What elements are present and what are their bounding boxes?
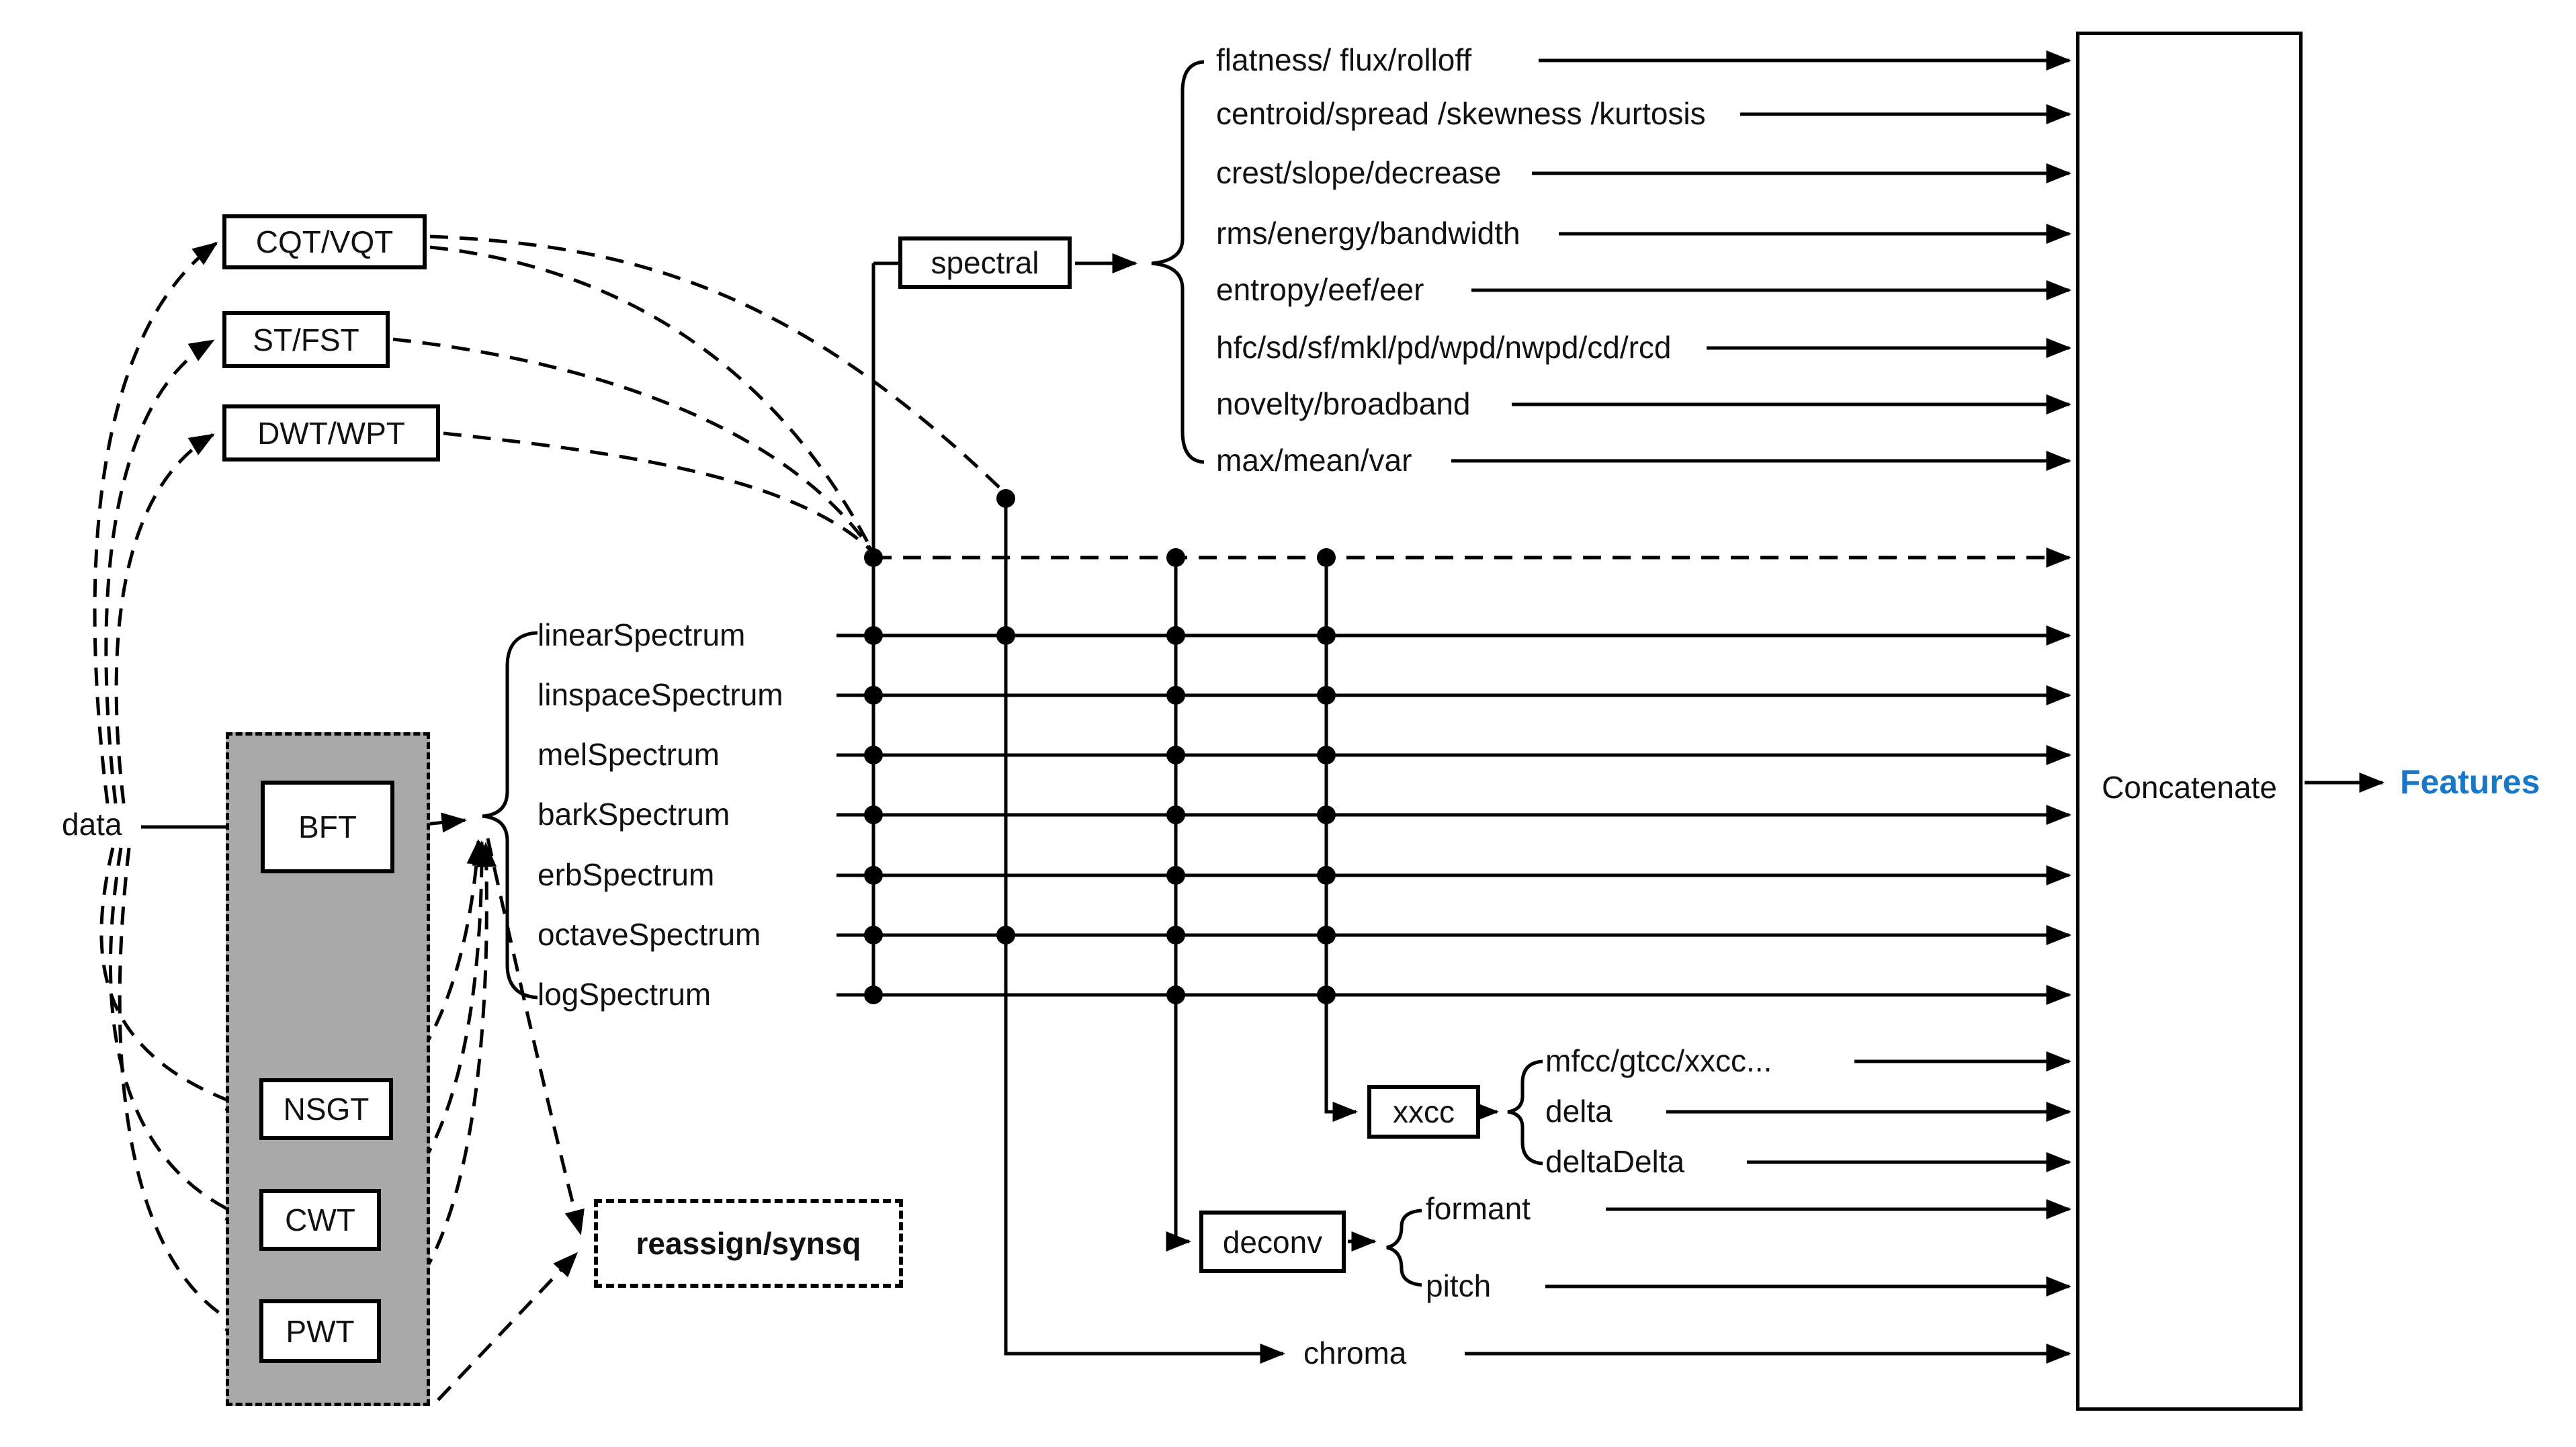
label-logspectrum: logSpectrum <box>538 976 712 1012</box>
label-mfcc: mfcc/gtcc/xxcc... <box>1545 1043 1772 1078</box>
label-deltadelta: deltaDelta <box>1545 1143 1685 1179</box>
box-concatenate <box>2076 32 2303 1411</box>
label-spectral-centroid: centroid/spread /skewness /kurtosis <box>1216 95 1706 131</box>
box-cqt-vqt <box>222 214 427 269</box>
box-bft <box>261 781 394 873</box>
label-delta: delta <box>1545 1093 1613 1129</box>
label-barkspectrum: barkSpectrum <box>538 796 730 832</box>
box-pwt <box>259 1299 381 1363</box>
box-deconv <box>1199 1211 1346 1273</box>
box-st-fst-label: ST/FST <box>253 322 359 357</box>
box-reassign-synsq <box>594 1199 903 1288</box>
box-cwt-label: CWT <box>285 1202 355 1237</box>
box-cwt <box>259 1189 381 1251</box>
label-linspacespectrum: linspaceSpectrum <box>538 676 783 712</box>
label-spectral-max: max/mean/var <box>1216 442 1412 478</box>
box-dwt-wpt <box>222 404 440 462</box>
box-dwt-wpt-label: DWT/WPT <box>257 415 405 451</box>
label-chroma: chroma <box>1303 1335 1407 1370</box>
box-bft-label: BFT <box>298 809 357 844</box>
box-reassign-synsq-label: reassign/synsq <box>636 1226 861 1261</box>
box-concatenate-label: Concatenate <box>2102 770 2277 805</box>
label-data: data <box>62 806 122 842</box>
box-spectral <box>898 236 1072 289</box>
label-linearspectrum: linearSpectrum <box>538 617 746 652</box>
label-pitch: pitch <box>1426 1268 1492 1303</box>
box-xxcc-label: xxcc <box>1393 1094 1455 1129</box>
box-nsgt <box>259 1078 393 1140</box>
solid-connectors <box>141 60 2382 1354</box>
label-features: Features <box>2400 762 2540 801</box>
box-deconv-label: deconv <box>1222 1224 1323 1260</box>
label-spectral-novelty: novelty/broadband <box>1216 386 1471 421</box>
box-nsgt-label: NSGT <box>283 1092 370 1127</box>
label-spectral-hfc: hfc/sd/sf/mkl/pd/wpd/nwpd/cd/rcd <box>1216 329 1672 365</box>
label-octavespectrum: octaveSpectrum <box>538 916 761 952</box>
label-spectral-crest: crest/slope/decrease <box>1216 155 1502 190</box>
box-cqt-vqt-label: CQT/VQT <box>255 224 394 259</box>
box-pwt-label: PWT <box>286 1313 355 1349</box>
label-formant: formant <box>1426 1190 1531 1226</box>
box-st-fst <box>222 311 390 368</box>
box-xxcc <box>1367 1085 1480 1139</box>
junction-dots <box>864 489 1336 1004</box>
label-spectral-entropy: entropy/eef/eer <box>1216 271 1424 307</box>
box-spectral-label: spectral <box>931 245 1039 280</box>
label-melspectrum: melSpectrum <box>538 736 720 772</box>
label-spectral-flatness: flatness/ flux/rolloff <box>1216 42 1472 77</box>
label-spectral-rms: rms/energy/bandwidth <box>1216 215 1520 251</box>
label-erbspectrum: erbSpectrum <box>538 857 715 892</box>
